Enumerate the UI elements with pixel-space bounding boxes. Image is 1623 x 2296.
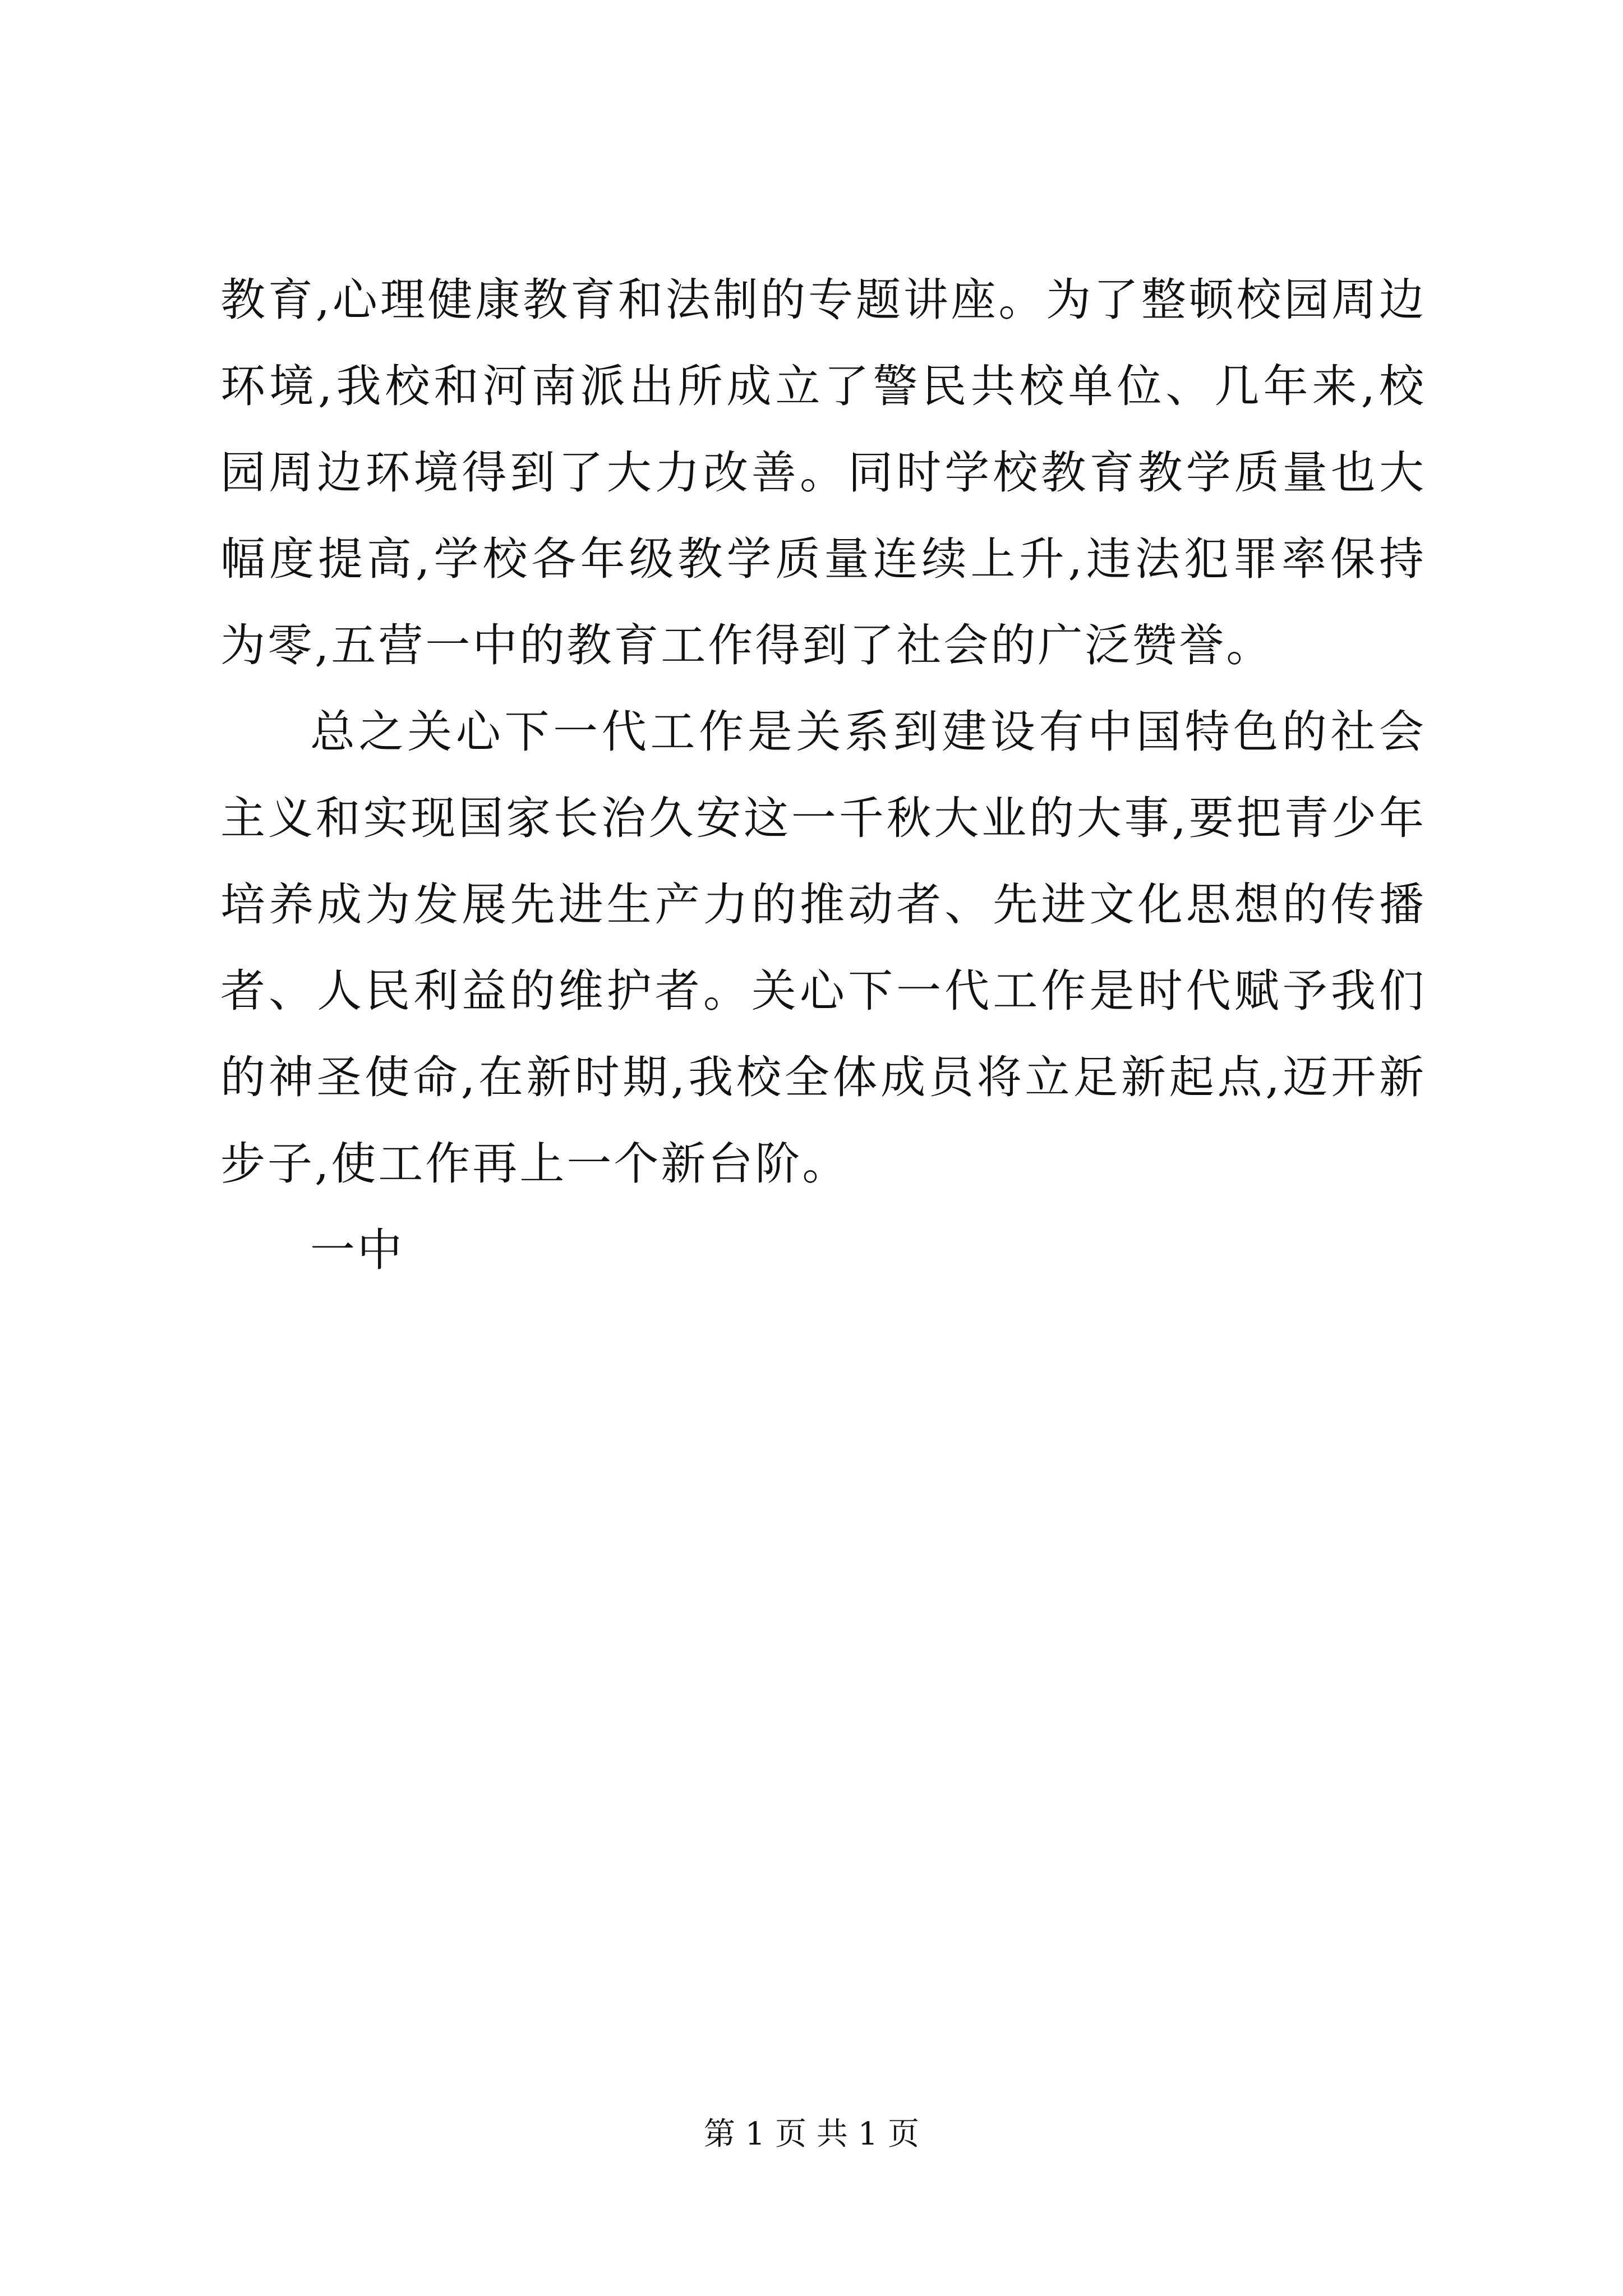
page-footer: 第 1 页 共 1 页 — [703, 2116, 920, 2152]
paragraph-conclusion: 总之关心下一代工作是关系到建设有中国特色的社会主义和实现国家长治久安这一千秋大业的大事,要把青少年培养成为发展先进生产力的推动者、先进文化思想的传播者、人民利益的维护者。关心下一代工作是时代赋予我们的神圣使命,在新时期,我校全体成员将立足新起点,迈开新步子,使工作再上一个新台阶。 — [220, 706, 1426, 1190]
paragraph-continuation: 教育,心理健康教育和法制的专题讲座。为了整顿校园周边环境,我校和河南派出所成立了警民共校单位、几年来,校园周边环境得到了大力改善。同时学校教育教学质量也大幅度提高,学校各年级教学质量连续上升,违法犯罪率保持为零,五营一中的教育工作得到了社会的广泛赞誉。 — [220, 274, 1426, 671]
signature: 一中 — [310, 1224, 404, 1276]
document-body — [220, 257, 1426, 1294]
